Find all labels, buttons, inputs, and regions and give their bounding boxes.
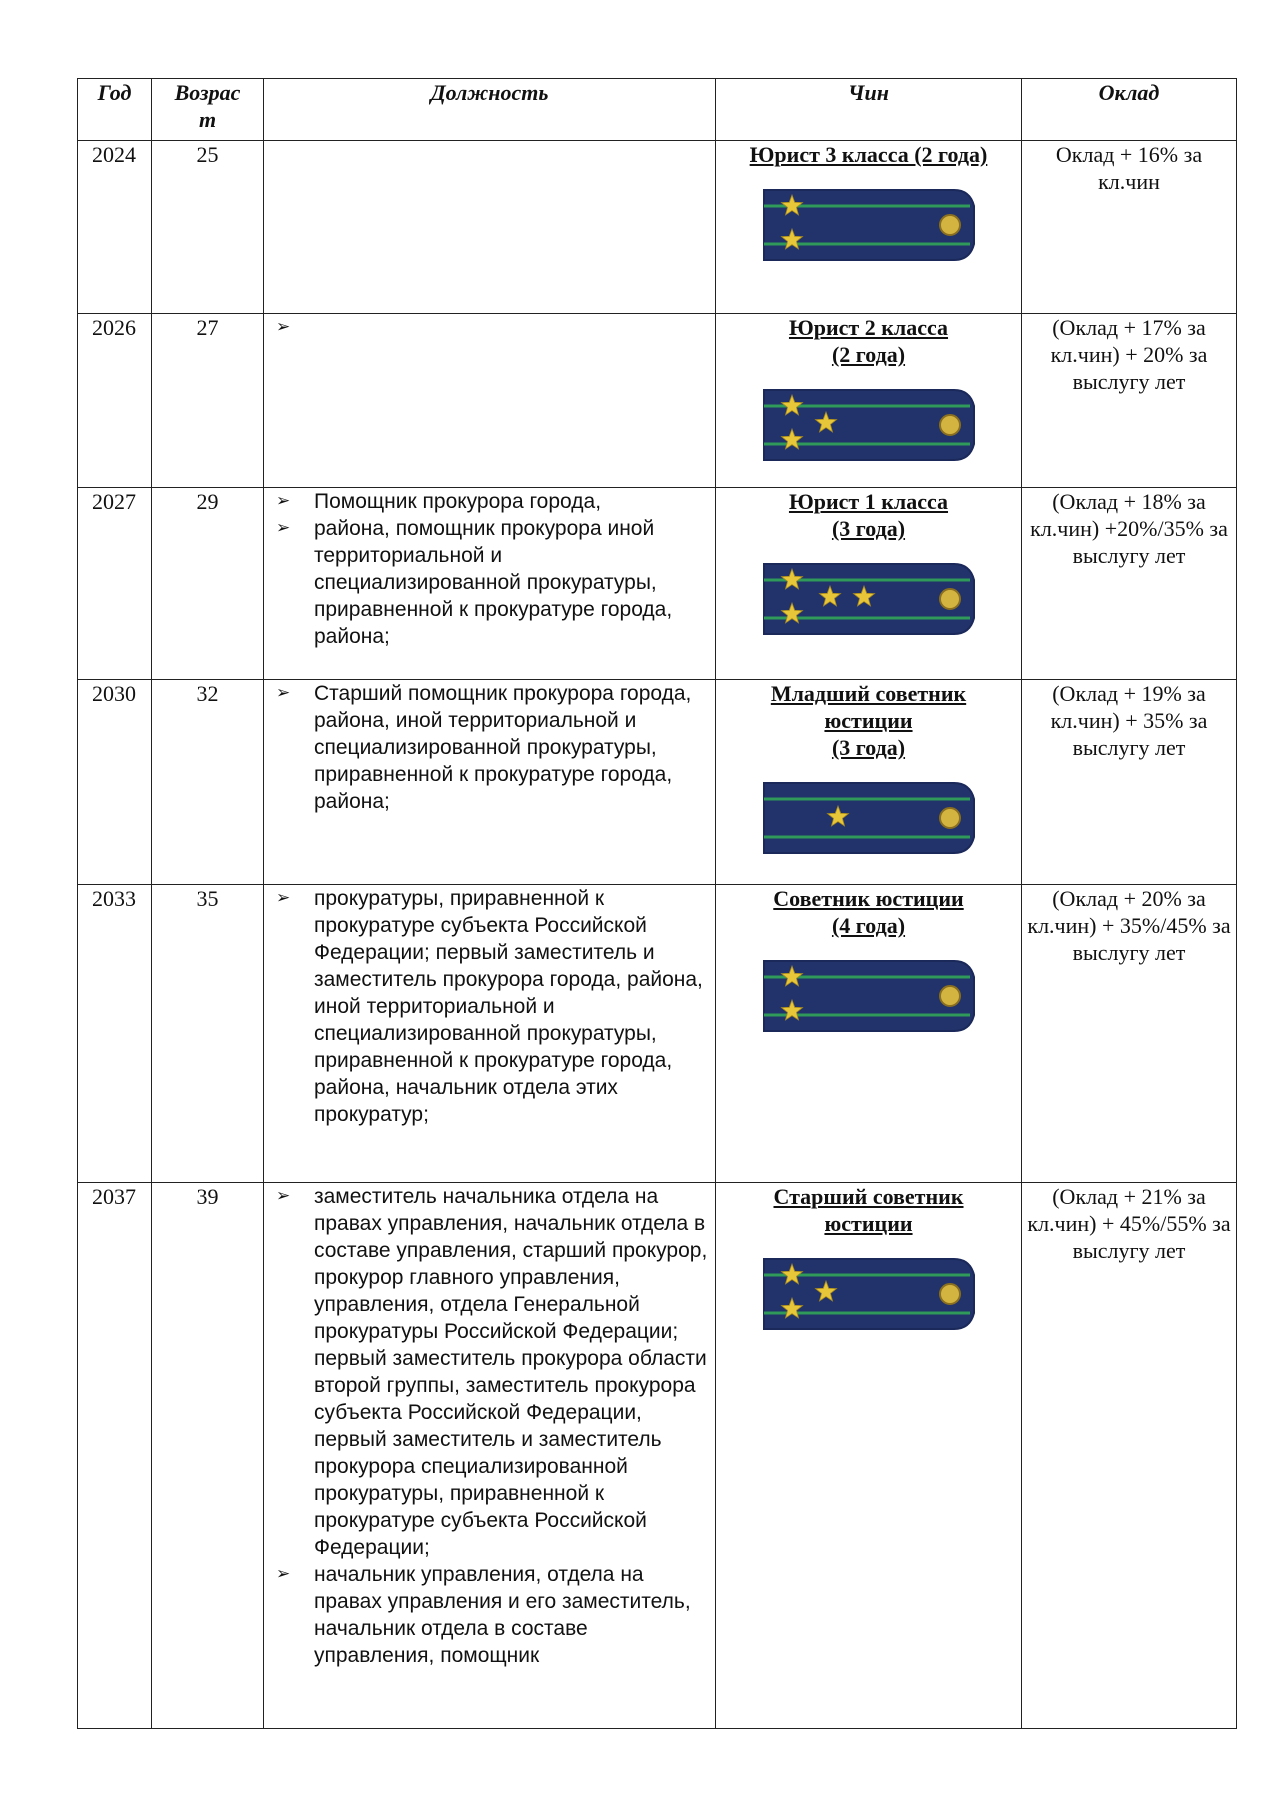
position-text: района, помощник прокурора иной территориальной и специализированной прокуратуры, приравненной к прокуратуре города, района; <box>314 517 673 648</box>
arrow-bullet-icon: ➢ <box>276 1186 291 1206</box>
salary-cell: Оклад + 16% за кл.чин <box>1022 141 1237 314</box>
position-cell <box>264 314 716 488</box>
salary-cell: (Оклад + 17% за кл.чин) + 20% за выслугу лет <box>1022 314 1237 488</box>
insignia-wrap <box>720 1255 1017 1333</box>
rank-title: Юрист 2 класса <box>788 315 949 340</box>
position-item <box>276 1561 711 1669</box>
rank-title-line <box>720 515 1017 542</box>
header-salary: Оклад <box>1022 79 1237 141</box>
year-cell: 2027 <box>78 488 152 680</box>
rank-title-line <box>720 314 1017 341</box>
rank-cell <box>716 141 1022 314</box>
rank-title: (3 года) <box>831 516 906 541</box>
position-list <box>268 1183 711 1669</box>
position-text: прокуратуры, приравненной к прокуратуре субъекта Российской Федерации; первый заместитель и заместитель прокурора города, района, иной территориальной и специализированной прокуратуры, приравненной к прокуратуре города, района, начальник отдела этих прокуратур; <box>314 887 703 1126</box>
insignia-wrap <box>720 560 1017 638</box>
strap-button <box>940 986 960 1006</box>
career-table <box>77 78 1237 1729</box>
arrow-bullet-icon: ➢ <box>276 1564 291 1584</box>
salary-cell: (Оклад + 21% за кл.чин) + 45%/55% за выслугу лет <box>1022 1183 1237 1729</box>
age-cell: 25 <box>152 141 264 314</box>
strap-button <box>940 1284 960 1304</box>
rank-title: Советник юстиции <box>773 886 964 911</box>
table-row <box>78 1183 1237 1729</box>
age-cell: 32 <box>152 680 264 885</box>
position-cell <box>264 885 716 1183</box>
rank-title: (4 года) <box>831 913 906 938</box>
position-list <box>268 488 711 650</box>
arrow-bullet-icon: ➢ <box>276 491 291 511</box>
rank-title-line <box>720 341 1017 368</box>
position-cell <box>264 488 716 680</box>
position-cell <box>264 141 716 314</box>
arrow-bullet-icon: ➢ <box>276 888 291 908</box>
rank-cell <box>716 885 1022 1183</box>
position-item <box>276 1183 711 1561</box>
strap-button <box>940 808 960 828</box>
table-row <box>78 680 1237 885</box>
position-item <box>276 680 711 815</box>
rank-title: Младший советник <box>770 681 967 706</box>
shoulder-strap-insignia <box>758 957 980 1035</box>
year-cell: 2033 <box>78 885 152 1183</box>
year-cell: 2024 <box>78 141 152 314</box>
age-cell: 27 <box>152 314 264 488</box>
position-text: начальник управления, отдела на правах управления и его заместитель, начальник отдела в составе управления, помощник <box>314 1563 691 1667</box>
header-position: Должность <box>264 79 716 141</box>
position-text: заместитель начальника отдела на правах управления, начальник отдела в составе управления, старший прокурор, прокурор главного управления, управления, отдела Генеральной прокуратуры Российской Федерации; первый заместитель прокурора области второй группы, заместитель прокурора субъекта Российской Федерации, первый заместитель и заместитель прокурора специализированной прокуратуры, приравненной к прокуратуре субъекта Российской Федерации; <box>314 1185 708 1559</box>
rank-title: (3 года) <box>831 735 906 760</box>
rank-title-line <box>720 141 1017 168</box>
header-year: Год <box>78 79 152 141</box>
shoulder-strap-insignia <box>758 386 980 464</box>
rank-cell <box>716 488 1022 680</box>
rank-cell <box>716 1183 1022 1729</box>
table-row <box>78 314 1237 488</box>
rank-title: юстиции <box>824 1211 913 1236</box>
rank-title: Юрист 1 класса <box>788 489 949 514</box>
rank-title: Юрист 3 класса (2 года) <box>749 142 988 167</box>
header-row <box>78 79 1237 141</box>
arrow-bullet-icon: ➢ <box>276 518 291 538</box>
insignia-wrap <box>720 386 1017 464</box>
position-cell <box>264 680 716 885</box>
rank-title: Старший советник <box>773 1184 964 1209</box>
shoulder-strap-insignia <box>758 779 980 857</box>
year-cell: 2026 <box>78 314 152 488</box>
salary-cell: (Оклад + 18% за кл.чин) +20%/35% за выслугу лет <box>1022 488 1237 680</box>
age-cell: 39 <box>152 1183 264 1729</box>
position-item <box>276 314 711 341</box>
year-cell: 2030 <box>78 680 152 885</box>
table-row <box>78 885 1237 1183</box>
position-cell <box>264 1183 716 1729</box>
arrow-bullet-icon: ➢ <box>276 317 291 337</box>
rank-title-line <box>720 488 1017 515</box>
rank-title-line <box>720 734 1017 761</box>
insignia-wrap <box>720 957 1017 1035</box>
shoulder-strap-insignia <box>758 560 980 638</box>
rank-title: юстиции <box>824 708 913 733</box>
position-list <box>268 885 711 1128</box>
table-row <box>78 488 1237 680</box>
insignia-wrap <box>720 186 1017 264</box>
shoulder-strap-insignia <box>758 1255 980 1333</box>
rank-title: (2 года) <box>831 342 906 367</box>
insignia-wrap <box>720 779 1017 857</box>
salary-cell: (Оклад + 19% за кл.чин) + 35% за выслугу лет <box>1022 680 1237 885</box>
position-list <box>268 680 711 815</box>
rank-title-line <box>720 707 1017 734</box>
position-list <box>268 314 711 341</box>
position-item <box>276 885 711 1128</box>
rank-title-line <box>720 912 1017 939</box>
position-text: Старший помощник прокурора города, района, иной территориальной и специализированной прокуратуры, приравненной к прокуратуре города, района; <box>314 682 692 813</box>
arrow-bullet-icon: ➢ <box>276 683 291 703</box>
rank-cell <box>716 680 1022 885</box>
document-page <box>77 78 1236 1729</box>
year-cell: 2037 <box>78 1183 152 1729</box>
position-item <box>276 488 711 515</box>
table-row <box>78 141 1237 314</box>
age-cell: 35 <box>152 885 264 1183</box>
header-rank: Чин <box>716 79 1022 141</box>
shoulder-strap-insignia <box>758 186 980 264</box>
rank-cell <box>716 314 1022 488</box>
rank-title-line <box>720 1210 1017 1237</box>
strap-button <box>940 415 960 435</box>
rank-title-line <box>720 1183 1017 1210</box>
position-item <box>276 515 711 650</box>
salary-cell: (Оклад + 20% за кл.чин) + 35%/45% за выслугу лет <box>1022 885 1237 1183</box>
header-age: Возраст <box>152 79 264 141</box>
rank-title-line <box>720 885 1017 912</box>
age-cell: 29 <box>152 488 264 680</box>
rank-title-line <box>720 680 1017 707</box>
strap-button <box>940 589 960 609</box>
position-text: Помощник прокурора города, <box>314 490 602 513</box>
strap-button <box>940 215 960 235</box>
